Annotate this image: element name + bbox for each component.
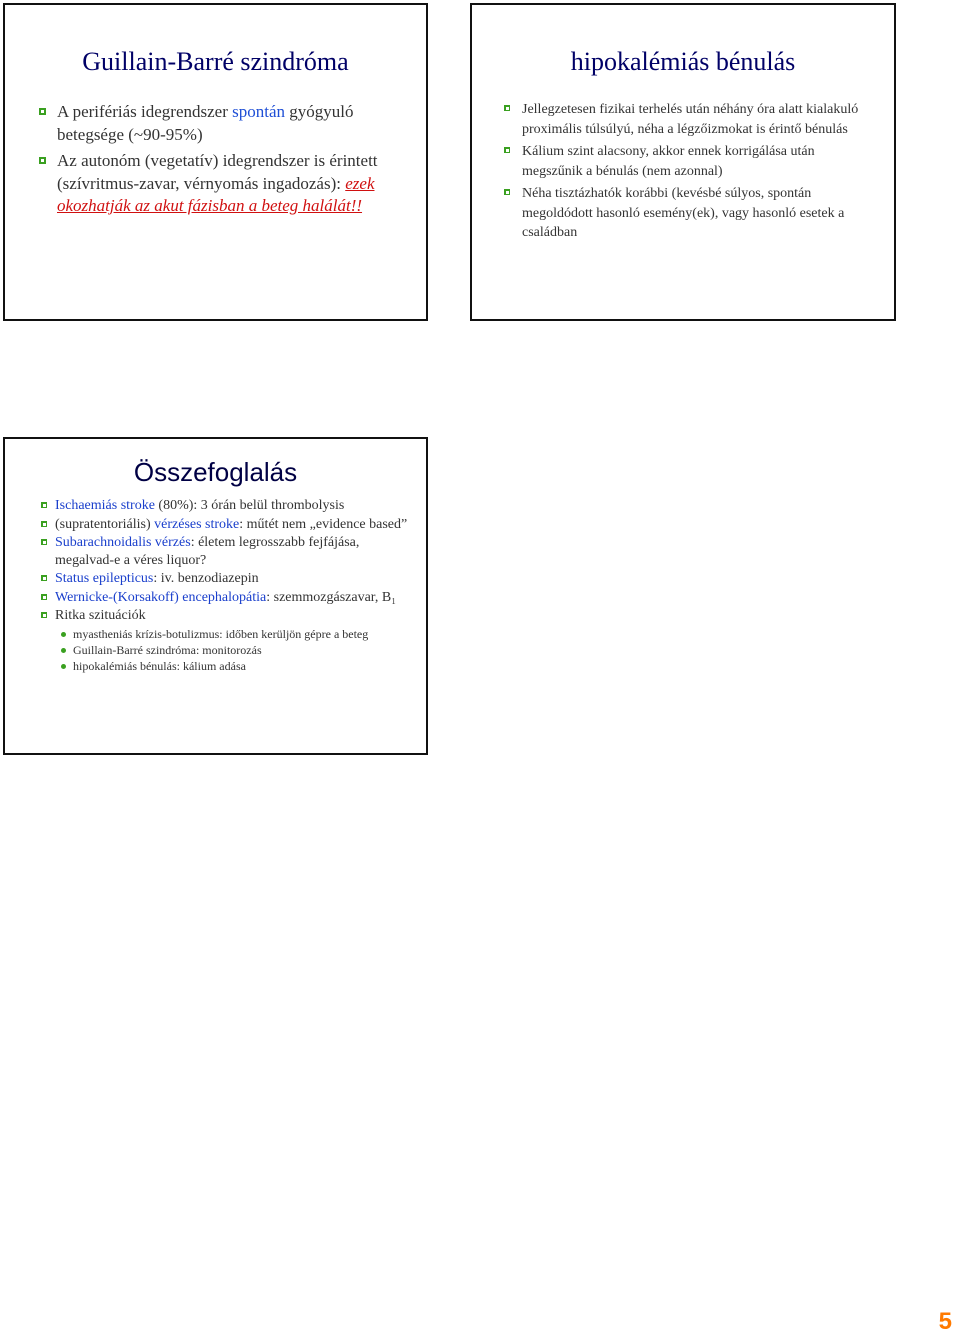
slide-title: hipokalémiás bénulás [570,47,796,76]
sub-bullet-item [55,643,411,658]
square-bullet-icon [504,105,510,111]
bullet-item [41,516,411,534]
highlight-text: Status epilepticus [55,571,154,586]
bullet-item [41,534,411,569]
highlight-text: vérzéses stroke [154,516,240,532]
bullet-item [504,142,874,181]
bullet-text: Kálium szint alacsony, akkor ennek korrigálása után megszűnik a bénulás (nem azonnal) [522,144,815,179]
slide-guillain-barre [3,3,428,321]
bullet-text: Ritka szituációk [55,608,146,623]
bullet-item [41,497,411,515]
slide-title: Összefoglalás [133,457,298,487]
bullet-item [41,570,411,588]
bullet-item [39,101,399,146]
bullet-text: : iv. benzodiazepin [153,571,259,586]
bullet-text: gyógyuló betegsége (~90-95%) [57,102,354,144]
square-bullet-icon [504,189,510,195]
dot-bullet-icon [61,632,66,637]
dot-bullet-icon [61,664,66,669]
highlight-text: Wernicke-(Korsakoff) encephalopátia [55,589,267,605]
square-bullet-icon [39,157,46,164]
sub-bullet-list [55,627,411,674]
sub-bullet-item [55,659,411,674]
bullet-text: Néha tisztázhatók korábbi (kevésbé súlyos, spontán megoldódott hasonló esemény(ek), vagy hasonló esetek a családban [522,186,845,240]
bullet-item [504,100,874,139]
bullet-list [504,100,874,246]
sub-bullet-text: Guillain-Barré szindróma: monitorozás [73,642,262,657]
bullet-text: : szemmozgászavar, B₁ [266,589,397,605]
square-bullet-icon [41,502,47,508]
bullet-text: : műtét nem „evidence based” [239,516,408,532]
square-bullet-icon [41,575,47,581]
bullet-text: A perifériás idegrendszer [57,102,233,121]
bullet-text: (80%): 3 órán belül thrombolysis [154,498,345,513]
bullet-item [41,607,411,674]
bullet-text: (supratentoriális) [55,516,155,532]
square-bullet-icon [39,108,46,115]
bullet-text: : életem legrosszabb fejfájása, megalvad-e a véres liquor? [55,535,360,568]
dot-bullet-icon [61,648,66,653]
warning-text: ezek okozhatják az akut fázisban a beteg halálát!! [57,173,375,215]
slide-hypokalemic-paralysis [470,3,896,321]
highlight-text: spontán [232,102,286,121]
slide-summary [3,437,428,755]
slide-title: Guillain-Barré szindróma [82,47,349,76]
bullet-item [39,150,399,218]
bullet-text: Jellegzetesen fizikai terhelés után néhány óra alatt kialakuló proximális túlsúlyú, néha a légzőizmokat is érintő bénulás [522,102,859,137]
square-bullet-icon [41,539,47,545]
square-bullet-icon [41,521,47,527]
highlight-text: Ischaemiás stroke [55,498,155,513]
square-bullet-icon [504,147,510,153]
sub-bullet-item [55,627,411,642]
sub-bullet-text: hipokalémiás bénulás: kálium adása [73,658,246,673]
bullet-text: Az autonóm (vegetatív) idegrendszer is érintett (szívritmus-zavar, vérnyomás ingadozás): [57,151,378,193]
square-bullet-icon [41,612,47,618]
sub-bullet-text: myastheniás krízis-botulizmus: időben kerüljön gépre a beteg [73,626,369,641]
highlight-text: Subarachnoidalis vérzés [55,535,191,550]
bullet-list [39,101,399,222]
square-bullet-icon [41,594,47,600]
page-number: 5 [938,1308,952,1335]
bullet-list [41,497,411,675]
bullet-item [41,589,411,607]
bullet-item [504,184,874,243]
